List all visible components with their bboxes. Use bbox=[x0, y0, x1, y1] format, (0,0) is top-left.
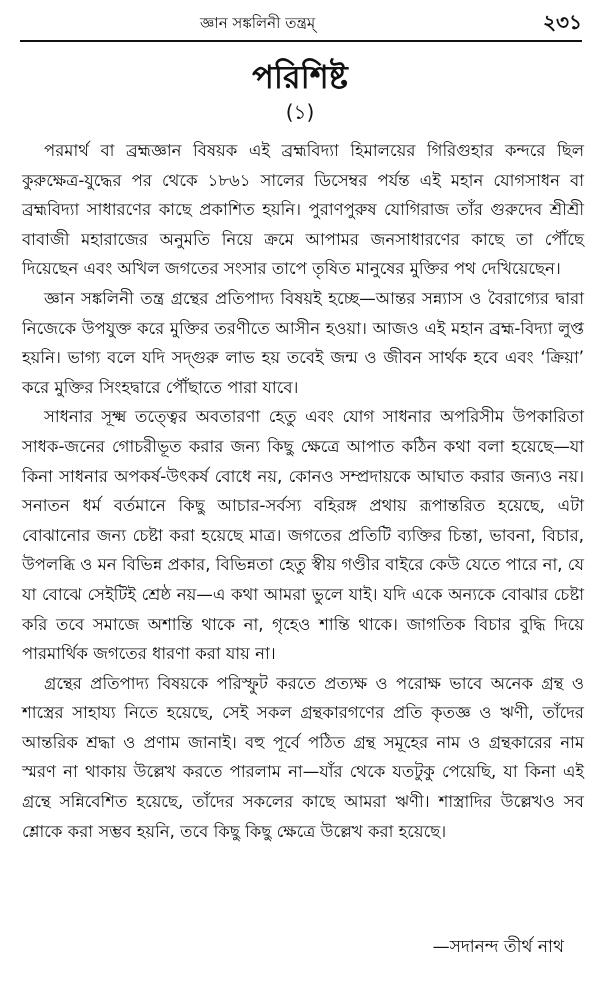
header-rule bbox=[20, 40, 582, 42]
paragraph: সাধনার সূক্ষ্ম তত্ত্বের অবতারণা হেতু এবং যোগ সাধনার অপরিসীম উপকারিতা সাধক-জনের গোচরীভূত করার জন্য কিছু ক্ষেত্রে আপাত কঠিন কথা বলা হয়েছে—যা কিনা সাধনার অপকর্ষ-উৎকর্ষ বোধে নয়, কোনও সম্প্রদায়কে আঘাত করার জন্যও নয়। সনাতন ধর্ম বর্তমানে কিছু আচার-সর্বস্য বহিরঙ্গ প্রথায় রূপান্তরিত হয়েছে, এটা বোঝানোর জন্য চেষ্টা করা হয়েছে মাত্র। জগতের প্রতিটি ব্যক্তির চিন্তা, ভাবনা, বিচার, উপলব্ধি ও মন বিভিন্ন প্রকার, বিভিন্নতা হেতু স্বীয় গণ্ডীর বাইরে কেউ যেতে পারে না, যে যা বোঝে সেইটিই শ্রেষ্ঠ নয়—এ কথা আমরা ভুলে যাই। যদি একে অন্যকে বোঝার চেষ্টা করি তবে সমাজে অশান্তি থাকে না, গৃহেও শান্তি থাকে। জাগতিক বিচার বুদ্ধি দিয়ে পারমার্থিক জগতের ধারণা করা যায় না। bbox=[22, 407, 584, 664]
page-title: পরিশিষ্ট bbox=[252, 58, 348, 96]
page-number: ২৩১ bbox=[543, 10, 582, 34]
author-signature: —সদানন্দ তীর্থ নাথ bbox=[432, 937, 564, 957]
page-header bbox=[0, 0, 600, 40]
paragraph: জ্ঞান সঙ্কলিনী তন্ত্র গ্রন্থের প্রতিপাদ্য বিষয়ই হচ্ছে—আন্তর সন্ন্যাস ও বৈরাগ্যের দ্বারা নিজেকে উপযুক্ত করে মুক্তির তরণীতে আসীন হওয়া। আজও এই মহান ব্রহ্ম-বিদ্যা লুপ্ত হয়নি। ভাগ্য বলে যদি সদ্‌গুরু লাভ হয় তবেই জন্ম ও জীবন সার্থক হবে এবং ‘ক্রিয়া’ করে মুক্তির সিংহদ্বারে পৌঁছাতে পারা যাবে। bbox=[22, 288, 584, 397]
running-title: জ্ঞান সঙ্কলিনী তন্ত্রম্ bbox=[200, 14, 316, 32]
paragraph: পরমার্থ বা ব্রহ্মজ্ঞান বিষয়ক এই ব্রহ্মবিদ্যা হিমালয়ের গিরিগুহার কন্দরে ছিল কুরুক্ষেত্র-যুদ্ধের পর থেকে ১৮৬১ সালের ডিসেম্বর পর্যন্ত এই মহান যোগসাধন বা ব্রহ্মবিদ্যা সাধারণের কাছে প্রকাশিত হয়নি। পুরাণপুরুষ যোগিরাজ তাঁর গুরুদেব শ্রীশ্রী বাবাজী মহারাজের অনুমতি নিয়ে ক্রমে আপামর জনসাধারণের কাছে তা পৌঁছে দিয়েছেন এবং অখিল জগতের সংসার তাপে তৃষিত মানুষের মুক্তির পথ দেখিয়েছেন। bbox=[22, 141, 584, 279]
paragraph: গ্রন্থের প্রতিপাদ্য বিষয়কে পরিস্ফুট করতে প্রত্যক্ষ ও পরোক্ষ ভাবে অনেক গ্রন্থ ও শাস্ত্রের সাহায্য নিতে হয়েছে, সেই সকল গ্রন্থকারগণের প্রতি কৃতজ্ঞ ও ঋণী, তাঁদের আন্তরিক শ্রদ্ধা ও প্রণাম জানাই। বহু পূর্বে পঠিত গ্রন্থ সমূহের নাম ও গ্রন্থকারের নাম স্মরণ না থাকায় উল্লেখ করতে পারলাম না—যাঁর থেকে যতটুকু পেয়েছি, যা কিনা এই গ্রন্থে সন্নিবেশিত হয়েছে, তাঁদের সকলের কাছে আমরা ঋণী। শাস্ত্রাদির উল্লেখও সব শ্লোকে করা সম্ভব হয়নি, তবে কিছু কিছু ক্ষেত্রে উল্লেখ করা হয়েছে। bbox=[22, 673, 584, 841]
body-text bbox=[22, 136, 584, 846]
section-number: (১) bbox=[285, 100, 315, 124]
